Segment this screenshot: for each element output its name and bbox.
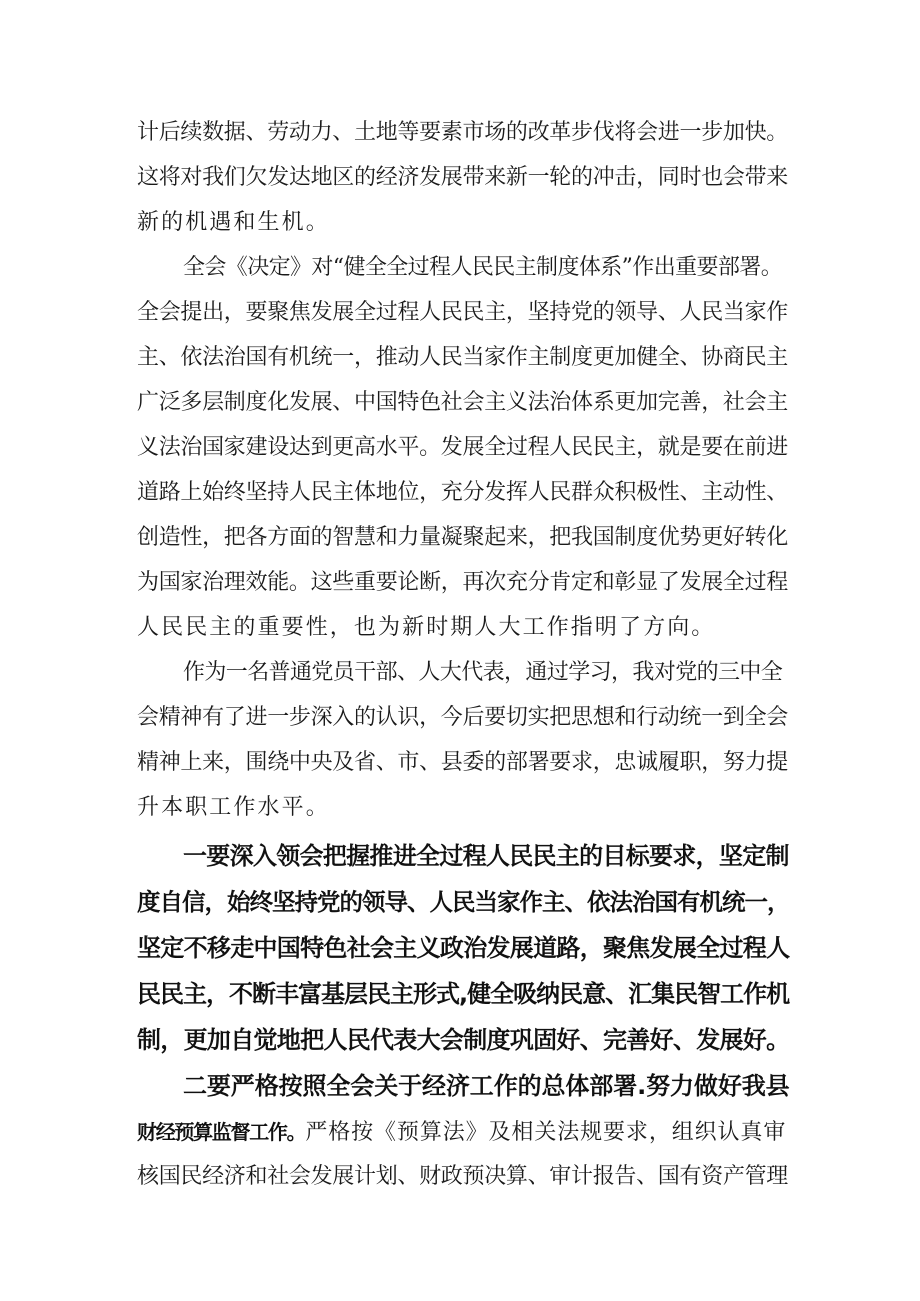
text-line: 广泛多层制度化发展、中国特色社会主义法治体系更加完善，社会主 [137,390,789,415]
text-line: 全会提出，要聚焦发展全过程人民民主，坚持党的领导、人民当家作 [137,300,789,325]
text-line: 创造性，把各方面的智慧和力量凝聚起来，把我国制度优势更好转化 [137,525,789,550]
text-line-mixed [137,1117,786,1147]
text-line: 会精神有了进一步深入的认识，今后要切实把思想和行动统一到全会 [137,705,789,730]
text-line: 道路上始终坚持人民主体地位，充分发挥人民群众积极性、主动性、 [137,480,789,505]
bold-lead-text: 财经预算监督工作。 [137,1120,306,1144]
text-line: 新的机遇和生机。 [137,210,330,235]
text-line: 义法治国家建设达到更高水平。发展全过程人民民主，就是要在前进 [137,435,789,460]
text-line: 升本职工作水平。 [137,795,330,820]
text-line-bold: 一要深入领会把握推进全过程人民民主的目标要求，坚定制 [183,842,789,870]
text-line: 计后续数据、劳动力、土地等要素市场的改革步伐将会进一步加快。 [137,120,789,145]
text-line: 作为一名普通党员干部、人大代表，通过学习，我对党的三中全 [183,660,783,685]
text-line-bold: 二要严格按照全会关于经济工作的总体部署.努力做好我县 [183,1072,790,1100]
text-line: 精神上来，围绕中央及省、市、县委的部署要求，忠诚履职，努力提 [137,750,789,775]
text-line-bold: 民民主，不断丰富基层民主形式,健全吸纳民意、汇集民智工作机 [137,980,790,1008]
text-line: 全会《决定》对“健全全过程人民民主制度体系”作出重要部署。 [183,255,783,280]
text-line: 主、依法治国有机统一，推动人民当家作主制度更加健全、协商民主 [137,345,789,370]
text-line-bold: 度自信，始终坚持党的领导、人民当家作主、依法治国有机统一， [137,888,790,916]
text-line: 这将对我们欠发达地区的经济发展带来新一轮的冲击，同时也会带来 [137,165,789,190]
text-line-bold: 坚定不移走中国特色社会主义政治发展道路，聚焦发展全过程人 [137,934,790,962]
text-continuation: 严格按《预算法》及相关法规要求，组织认真审 [305,1120,787,1145]
text-line: 为国家治理效能。这些重要论断，再次充分肯定和彰显了发展全过程 [137,570,789,595]
text-line: 人民民主的重要性，也为新时期人大工作指明了方向。 [137,615,716,640]
text-line: 核国民经济和社会发展计划、财政预决算、审计报告、国有资产管理 [137,1164,789,1189]
text-line-bold: 制，更加自觉地把人民代表大会制度巩固好、完善好、发展好。 [137,1026,790,1054]
